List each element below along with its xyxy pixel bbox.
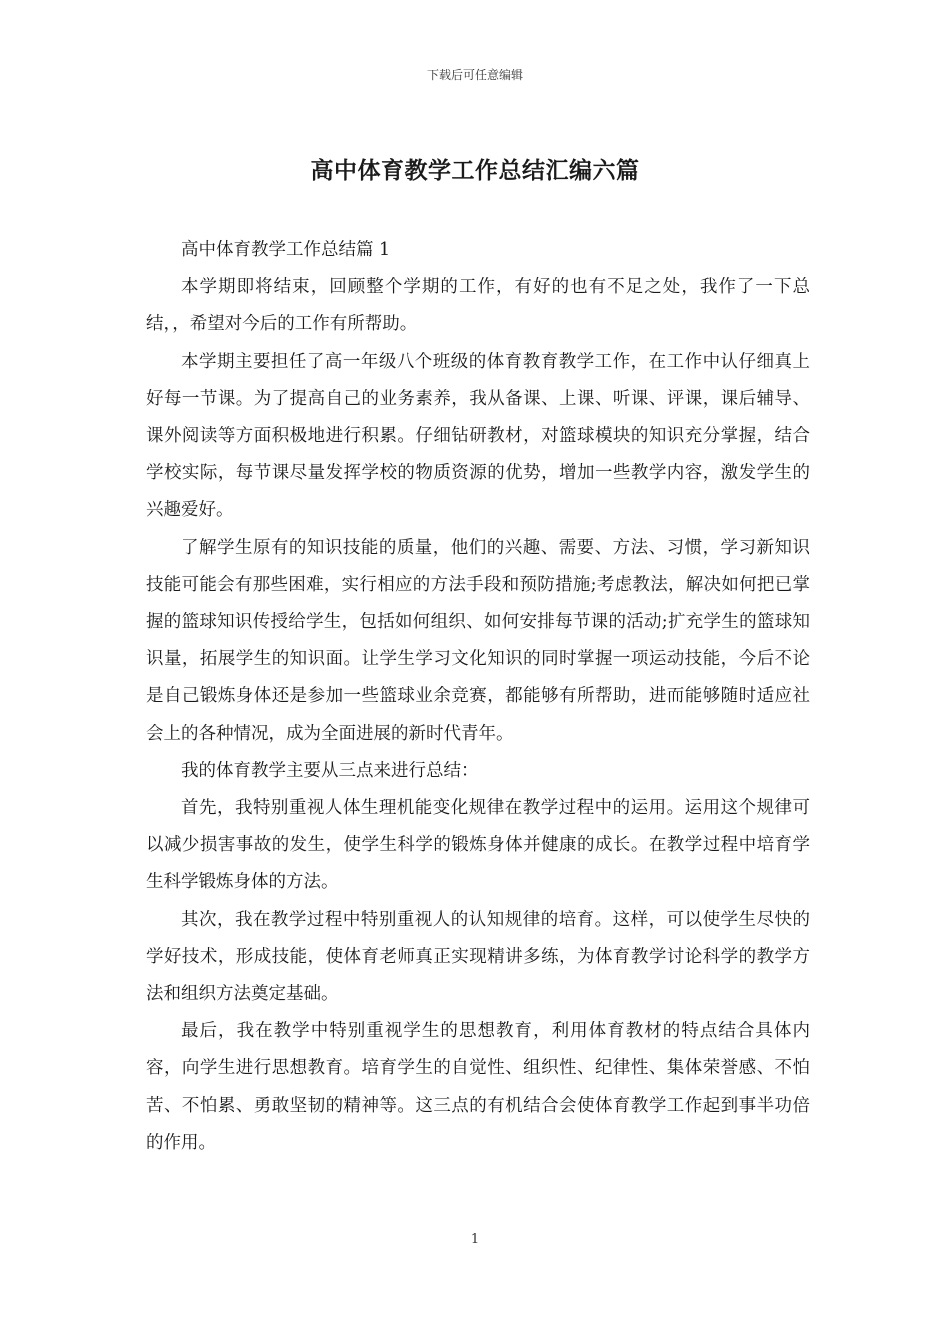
header-note: 下载后可任意编辑 <box>426 68 523 82</box>
paragraph: 了解学生原有的知识技能的质量，他们的兴趣、需要、方法、习惯，学习新知识技能可能会有那些困难，实行相应的方法手段和预防措施;考虑教法，解决如何把已掌握的篮球知识传授给学生，包括如何组织、如何安排每节课的活动;扩充学生的篮球知识量，拓展学生的知识面。让学生学习文化知识的同时掌握一项运动技能，今后不论是自己锻炼身体还是参加一些篮球业余竞赛，都能够有所帮助，进而能够随时适应社会上的各种情况，成为全面进展的新时代青年。 <box>146 537 810 744</box>
paragraph: 本学期即将结束，回顾整个学期的工作，有好的也有不足之处，我作了一下总结，，希望对今后的工作有所帮助。 <box>146 277 810 335</box>
section-heading: 高中体育教学工作总结篇 1 <box>181 240 391 260</box>
paragraph: 我的体育教学主要从三点来进行总结： <box>181 760 479 781</box>
paragraph: 本学期主要担任了高一年级八个班级的体育教育教学工作，在工作中认仔细真上好每一节课。为了提高自己的业务素养，我从备课、上课、听课、评课，课后辅导、课外阅读等方面积极地进行积累。仔细钻研教材，对篮球模块的知识充分掌握，结合学校实际，每节课尽量发挥学校的物质资源的优势，增加一些教学内容，激发学生的兴趣爱好。 <box>146 351 810 521</box>
page-number: 1 <box>470 1232 480 1247</box>
document-body <box>146 232 810 1162</box>
paragraph: 最后，我在教学中特别重视学生的思想教育，利用体育教材的特点结合具体内容，向学生进行思想教育。培育学生的自觉性、组织性、纪律性、集体荣誉感、不怕苦、不怕累、勇敢坚韧的精神等。这三点的有机结合会使体育教学工作起到事半功倍的作用。 <box>146 1021 810 1153</box>
document-title: 高中体育教学工作总结汇编六篇 <box>310 157 640 184</box>
paragraph: 首先，我特别重视人体生理机能变化规律在教学过程中的运用。运用这个规律可以减少损害事故的发生，使学生科学的锻炼身体并健康的成长。在教学过程中培育学生科学锻炼身体的方法。 <box>146 798 810 893</box>
paragraph: 其次，我在教学过程中特别重视人的认知规律的培育。这样，可以使学生尽快的学好技术，形成技能，使体育老师真正实现精讲多练，为体育教学讨论科学的教学方法和组织方法奠定基础。 <box>146 909 810 1005</box>
